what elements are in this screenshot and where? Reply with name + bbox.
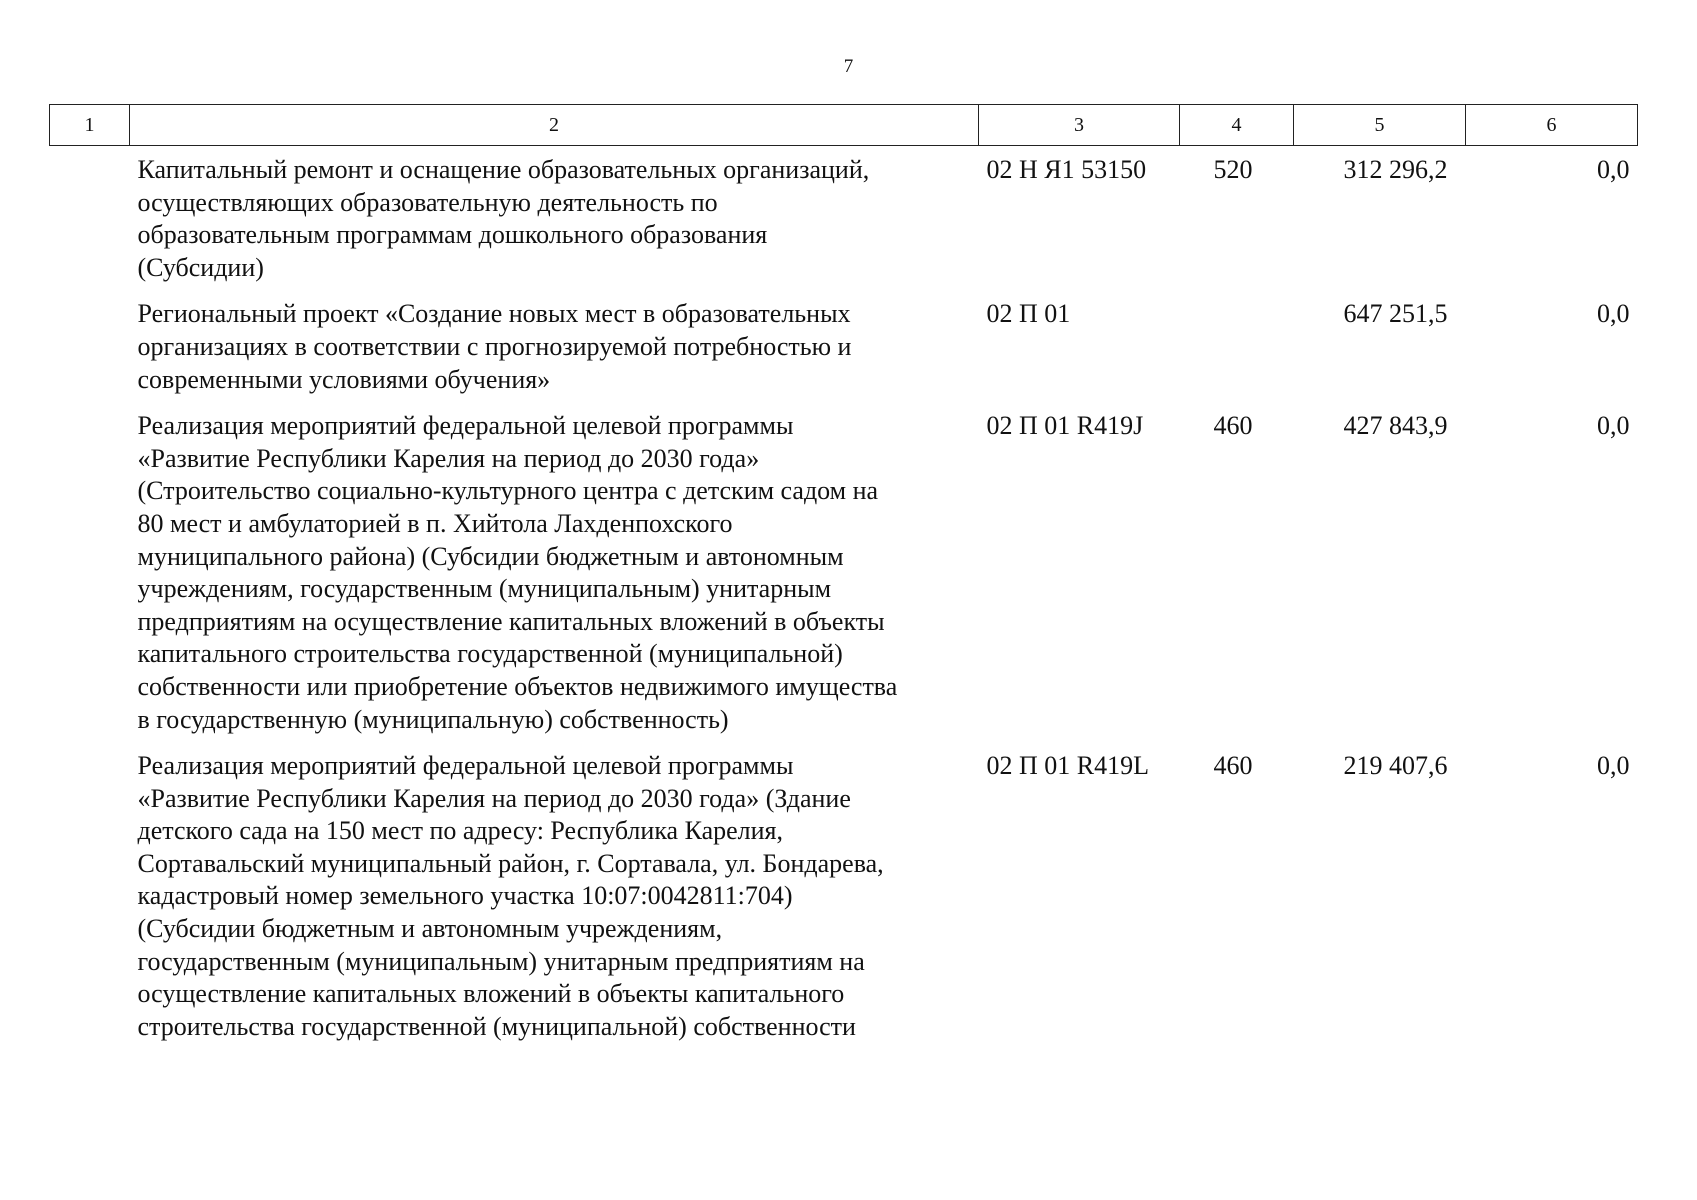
- row-name: Реализация мероприятий федеральной целевой программы «Развитие Республики Карелия на период до 2030 года» (Здание детского сада на 150 мест по адресу: Республика Карелия, Сортавальский муниципальный район, г. Сортавала, ул. Бондарева, кадастровый номер земельного участка 10:07:0042811:704) (Субсидии бюджетным и автономным учреждениям, государственным (муниципальным) унитарным предприятиям на осуществление капитальных вложений в объекты капитального строительства государственной (муниципальной) собственности: [137, 751, 884, 1041]
- table-body: [50, 146, 1638, 1058]
- row-amount: 219 407,6: [1343, 751, 1448, 781]
- row-expense-type: 460: [1213, 751, 1253, 781]
- column-number-5: 5: [1294, 105, 1466, 146]
- row-expense-type: [1180, 298, 1294, 410]
- column-number-3: 3: [979, 105, 1180, 146]
- header-row: [50, 105, 1638, 146]
- row-target-code: 02 П 01 R419L: [986, 751, 1149, 781]
- column-number-1: 1: [50, 105, 130, 146]
- page-number: 7: [843, 56, 854, 77]
- budget-table: [49, 104, 1638, 1057]
- row-amount-federal: 0,0: [1597, 155, 1630, 184]
- row-amount-federal: 0,0: [1597, 411, 1630, 441]
- table-row: [50, 750, 1638, 1057]
- row-target-code: 02 П 01 R419J: [986, 411, 1144, 441]
- row-amount: 427 843,9: [1343, 411, 1448, 441]
- row-amount: 312 296,2: [1343, 155, 1448, 184]
- row-expense-type: 460: [1213, 411, 1253, 441]
- table-row: [50, 410, 1638, 750]
- row-name: Региональный проект «Создание новых мест в образовательных организациях в соответствии с прогнозируемой потребностью и современными условиями обучения»: [137, 299, 852, 394]
- table-row: [50, 298, 1638, 410]
- table-row: [50, 146, 1638, 299]
- row-target-code: 02 П 01: [986, 299, 1071, 329]
- row-name: Реализация мероприятий федеральной целевой программы «Развитие Республики Карелия на период до 2030 года» (Строительство социально-культурного центра с детским садом на 80 мест и амбулаторией в п. Хийтола Лахденпохского муниципального района) (Субсидии бюджетным и автономным учреждениям, государственным (муниципальным) унитарным предприятиям на осуществление капитальных вложений в объекты капитального строительства государственной (муниципальной) собственности или приобретение объектов недвижимого имущества в государственную (муниципальную) собственность): [137, 411, 898, 734]
- row-expense-type: 520: [1213, 155, 1253, 184]
- row-target-code: 02 Н Я1 53150: [986, 155, 1147, 184]
- column-number-2: 2: [130, 105, 979, 146]
- row-amount-federal: 0,0: [1597, 751, 1630, 781]
- row-amount: 647 251,5: [1343, 299, 1448, 329]
- row-name: Капитальный ремонт и оснащение образовательных организаций, осуществляющих образовательную деятельность по образовательным программам дошкольного образования (Субсидии): [137, 155, 870, 282]
- column-number-4: 4: [1180, 105, 1294, 146]
- row-amount-federal: 0,0: [1597, 299, 1630, 329]
- column-number-6: 6: [1466, 105, 1638, 146]
- table-header: [50, 105, 1638, 146]
